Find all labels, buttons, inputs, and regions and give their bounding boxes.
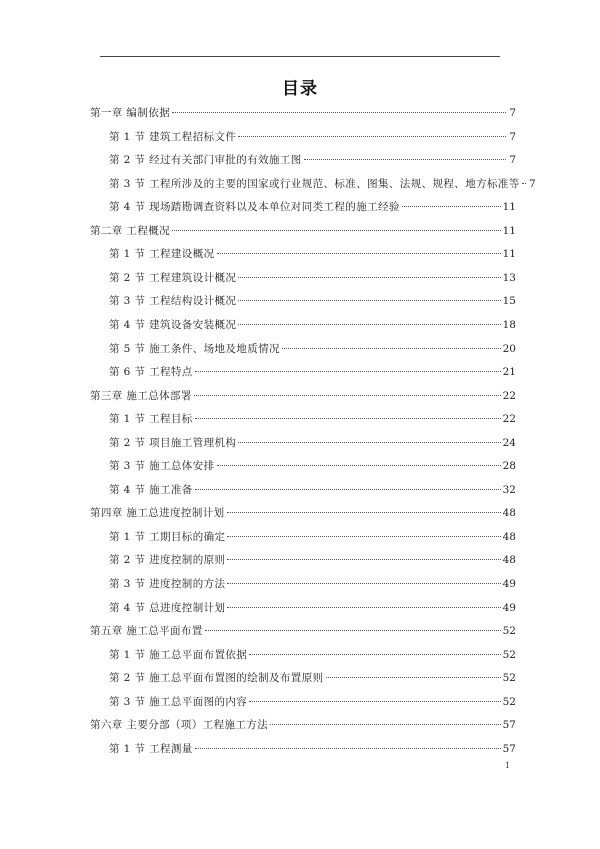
toc-entry-page: 13 [502,271,516,284]
toc-entry-label: 第 4 节 建筑设备安装概况 [109,318,237,331]
dot-leader [249,654,500,655]
toc-entry-label: 第 1 节 工程建设概况 [109,248,215,261]
toc-section-entry[interactable] [109,292,516,310]
dot-leader [227,536,500,537]
toc-entry-label: 第 4 节 施工准备 [109,483,193,496]
toc-entry-label: 第 2 节 进度控制的原则 [109,554,226,567]
toc-section-entry[interactable] [109,551,516,569]
toc-entry-page: 57 [502,742,516,755]
toc-entry-label: 第 1 节 施工总平面布置依据 [109,648,248,661]
dot-leader [238,277,500,278]
toc-chapter-entry[interactable] [90,716,516,734]
dot-leader [227,583,500,584]
toc-entry-label: 第 2 节 经过有关部门审批的有效施工图 [109,154,302,167]
toc-entry-page: 32 [502,483,516,496]
toc-entry-label: 第六章 主要分部（项）工程施工方法 [90,719,269,732]
toc-section-entry[interactable] [109,599,516,617]
dot-leader [238,442,500,443]
toc-section-entry[interactable] [109,481,516,499]
toc-chapter-entry[interactable] [90,622,516,640]
toc-entry-label: 第 2 节 工程建筑设计概况 [109,271,237,284]
toc-entry-page: 11 [502,248,516,261]
toc-section-entry[interactable] [109,340,516,358]
dot-leader [194,395,501,396]
toc-entry-page: 52 [502,648,516,661]
dot-leader [195,748,501,749]
dot-leader [205,630,501,631]
toc-entry-page: 18 [502,318,516,331]
dot-leader [195,418,501,419]
toc-section-entry[interactable] [109,269,516,287]
dot-leader [172,112,506,113]
toc-entry-label: 第 6 节 工程特点 [109,366,193,379]
dot-leader [195,489,501,490]
toc-section-entry[interactable] [109,457,516,475]
toc-entry-page: 15 [502,295,516,308]
toc-chapter-entry[interactable] [90,222,516,240]
toc-entry-label: 第二章 工程概况 [90,224,171,237]
page-number: 1 [504,761,510,770]
toc-entry-page: 7 [509,130,516,143]
toc-section-entry[interactable] [109,175,536,193]
toc-section-entry[interactable] [109,198,516,216]
toc-section-entry[interactable] [109,316,516,334]
toc-entry-page: 49 [502,578,516,590]
toc-section-entry[interactable] [109,575,516,593]
toc-section-entry[interactable] [109,151,516,169]
toc-entry-label: 第 4 节 现场踏勘调查资料以及本单位对同类工程的施工经验 [109,201,400,214]
toc-entry-page: 52 [502,672,516,685]
toc-chapter-entry[interactable] [90,104,516,122]
dot-leader [238,300,500,301]
toc-entry-page: 24 [502,436,516,449]
dot-leader [227,512,501,513]
toc-entry-label: 第 3 节 施工总体安排 [109,460,215,473]
dot-leader [326,677,501,678]
page-title: 目录 [282,79,318,99]
dot-leader [172,230,501,231]
toc-section-entry[interactable] [109,434,516,452]
toc-entry-page: 28 [502,460,516,473]
dot-leader [227,559,500,560]
toc-entry-label: 第三章 施工总体部署 [90,389,192,402]
toc-entry-page: 48 [502,530,516,543]
toc-entry-page: 49 [502,601,516,614]
toc-chapter-entry[interactable] [90,504,516,522]
toc-entry-page: 20 [502,342,516,355]
toc-section-entry[interactable] [109,363,516,381]
toc-entry-page: 52 [502,625,516,638]
toc-entry-page: 7 [509,107,516,119]
toc-entry-label: 第四章 施工总进度控制计划 [90,507,225,520]
header-rule [100,56,500,57]
toc-entry-label: 第 3 节 工程所涉及的主要的国家或行业规范、标准、图集、法规、规程、地方标准等 [109,177,520,190]
toc-entry-label: 第五章 施工总平面布置 [90,625,203,638]
toc-section-entry[interactable] [109,410,516,428]
toc-entry-label: 第 5 节 施工条件、场地及地质情况 [109,342,280,355]
toc-section-entry[interactable] [109,245,516,263]
dot-leader [282,348,501,349]
dot-leader [402,206,501,207]
toc-entry-label: 第 3 节 工程结构设计概况 [109,295,237,308]
toc-entry-page: 48 [502,554,516,567]
toc-section-entry[interactable] [109,669,516,687]
dot-leader [238,136,506,137]
dot-leader [304,159,506,160]
toc-entry-page: 11 [502,224,516,237]
dot-leader [270,724,500,725]
toc-entry-page: 22 [502,413,516,426]
toc-entry-label: 第一章 编制依据 [90,107,171,119]
toc-entry-page: 7 [529,177,536,190]
dot-leader [227,607,500,608]
toc-section-entry[interactable] [109,646,516,664]
toc-section-entry[interactable] [109,740,516,758]
dot-leader [238,324,500,325]
toc-entry-page: 48 [502,507,516,520]
toc-entry-page: 21 [502,366,516,379]
toc-entry-page: 7 [509,154,516,167]
toc-entry-label: 第 2 节 施工总平面布置图的绘制及布置原则 [109,672,324,685]
toc-entry-page: 57 [502,719,516,732]
toc-entry-page: 11 [502,201,516,214]
toc-entry-label: 第 4 节 总进度控制计划 [109,601,226,614]
dot-leader [522,183,526,184]
toc-entry-label: 第 2 节 项目施工管理机构 [109,436,237,449]
toc-section-entry[interactable] [109,528,516,546]
toc-entry-page: 22 [502,389,516,402]
dot-leader [217,253,501,254]
toc-chapter-entry[interactable] [90,387,516,405]
dot-leader [249,701,500,702]
dot-leader [217,465,501,466]
toc-entry-page: 52 [502,695,516,708]
toc-entry-label: 第 3 节 施工总平面图的内容 [109,695,248,708]
toc-entry-label: 第 1 节 工程测量 [109,742,193,755]
dot-leader [195,371,501,372]
toc-section-entry[interactable] [109,693,516,711]
toc-section-entry[interactable] [109,128,516,146]
toc-entry-label: 第 3 节 进度控制的方法 [109,578,226,590]
toc-entry-label: 第 1 节 工程目标 [109,413,193,426]
toc-entry-label: 第 1 节 工期目标的确定 [109,530,226,543]
toc-entry-label: 第 1 节 建筑工程招标文件 [109,130,237,143]
